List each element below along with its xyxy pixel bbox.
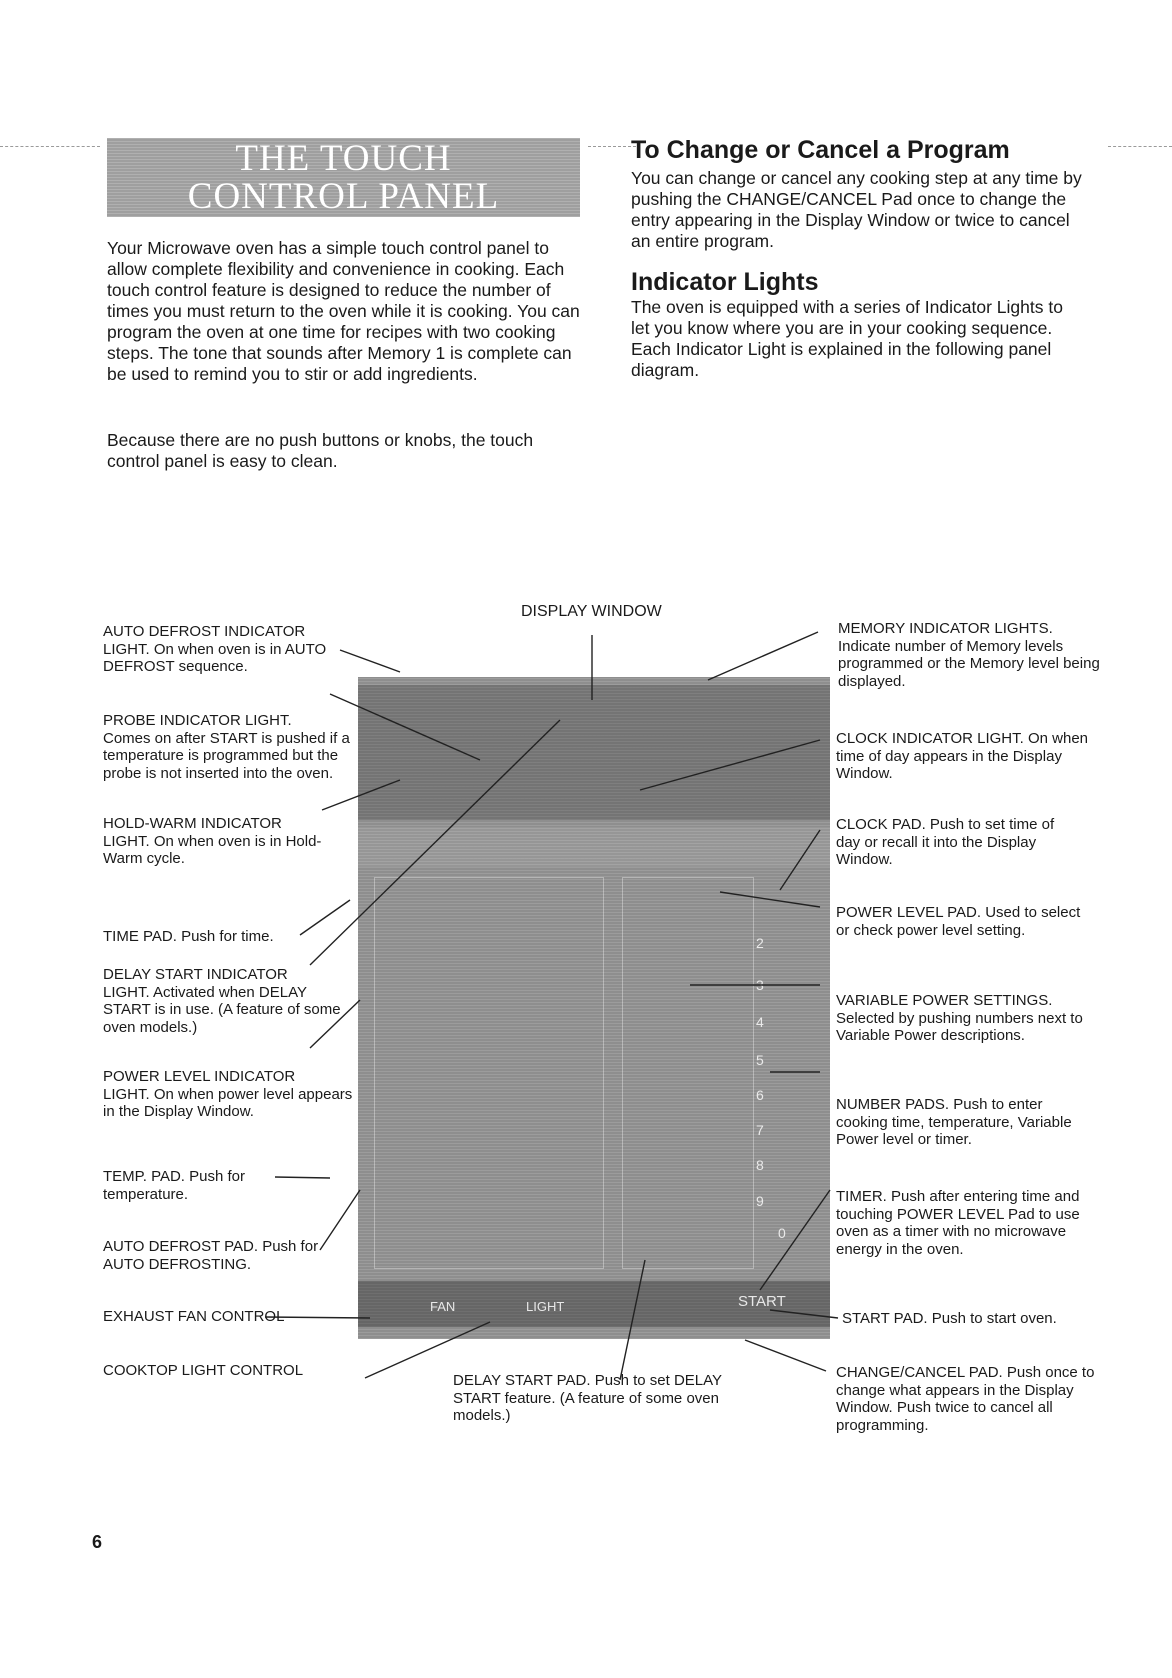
hold-warm-indicator-label: HOLD-WARM INDICATOR LIGHT. On when oven is in Hold-Warm cycle. [103, 815, 322, 867]
number-6: 6 [756, 1087, 764, 1103]
temp-pad-label: TEMP. PAD. Push for temperature. [103, 1168, 246, 1203]
change-cancel-pad-label: CHANGE/CANCEL PAD. Push once to change what appears in the Display Window. Push twice to cancel all programming. [836, 1364, 1095, 1434]
number-3: 3 [756, 977, 764, 993]
delay-start-indicator-label: DELAY START INDICATOR LIGHT. Activated when DELAY START is in use. (A feature of some oven models.) [103, 966, 341, 1036]
timer-label: TIMER. Push after entering time and touching POWER LEVEL Pad to use oven as a timer with no microwave energy in the oven. [836, 1188, 1080, 1258]
number-7: 7 [756, 1122, 764, 1138]
number-5: 5 [756, 1052, 764, 1068]
number-9: 9 [756, 1193, 764, 1209]
indicator-lights-paragraph: The oven is equipped with a series of Indicator Lights to let you know where you are in your cooking sequence. Each Indicator Light is explained in the following panel diagram. [631, 297, 1063, 380]
change-cancel-heading: To Change or Cancel a Program [631, 136, 1010, 164]
time-pad-label: TIME PAD. Push for time. [103, 928, 274, 945]
banner-line-1: THE TOUCH [235, 138, 452, 179]
number-4: 4 [756, 1014, 764, 1030]
number-0: 0 [778, 1225, 786, 1241]
exhaust-fan-label: EXHAUST FAN CONTROL [103, 1308, 285, 1325]
fan-pad[interactable]: FAN [430, 1299, 456, 1314]
number-pads-label: NUMBER PADS. Push to enter cooking time, temperature, Variable Power level or timer. [836, 1096, 1072, 1148]
intro-paragraph-2: Because there are no push buttons or knobs, the touch control panel is easy to clean. [107, 430, 534, 471]
auto-defrost-pad-label: AUTO DEFROST PAD. Push for AUTO DEFROSTING. [103, 1238, 319, 1273]
delay-start-pad-label: DELAY START PAD. Push to set DELAY START feature. (A feature of some oven models.) [453, 1372, 722, 1424]
number-2: 2 [756, 935, 764, 951]
change-cancel-paragraph: You can change or cancel any cooking step at any time by pushing the CHANGE/CANCEL Pad once to change the entry appearing in the Display Window or twice to cancel an entire program. [631, 168, 1082, 251]
cooktop-light-label: COOKTOP LIGHT CONTROL [103, 1362, 304, 1379]
clock-pad-label: CLOCK PAD. Push to set time of day or recall it into the Display Window. [836, 816, 1055, 868]
start-pad-label: START PAD. Push to start oven. [842, 1310, 1057, 1327]
variable-power-label: VARIABLE POWER SETTINGS. Selected by pushing numbers next to Variable Power descriptions. [836, 992, 1083, 1044]
number-8: 8 [756, 1157, 764, 1173]
power-level-indicator-label: POWER LEVEL INDICATOR LIGHT. On when power level appears in the Display Window. [103, 1068, 353, 1120]
banner-line-2: CONTROL PANEL [187, 176, 500, 217]
auto-defrost-indicator-label: AUTO DEFROST INDICATOR LIGHT. On when oven is in AUTO DEFROST sequence. [103, 623, 327, 675]
clock-indicator-label: CLOCK INDICATOR LIGHT. On when time of day appears in the Display Window. [836, 730, 1089, 782]
light-pad[interactable]: LIGHT [526, 1299, 565, 1314]
power-level-pad-label: POWER LEVEL PAD. Used to select or check power level setting. [836, 904, 1081, 939]
page-number: 6 [92, 1532, 103, 1552]
indicator-lights-heading: Indicator Lights [631, 268, 819, 296]
display-window-label: DISPLAY WINDOW [521, 603, 662, 620]
intro-paragraph: Your Microwave oven has a simple touch control panel to allow complete flexibility and convenience in cooking. Each touch control feature is designed to reduce the number of times you must return to the oven while it is cooking. You can program the oven at one time for recipes with two cooking steps. The tone that sounds after Memory 1 is complete can be used to remind you to stir or add ingredients. [107, 238, 580, 384]
start-pad[interactable]: START [738, 1293, 786, 1310]
memory-indicator-label: MEMORY INDICATOR LIGHTS. Indicate number of Memory levels programmed or the Memory level being displayed. [838, 620, 1100, 690]
probe-indicator-label: PROBE INDICATOR LIGHT. Comes on after START is pushed if a temperature is programmed but the probe is not inserted into the oven. [103, 712, 350, 782]
